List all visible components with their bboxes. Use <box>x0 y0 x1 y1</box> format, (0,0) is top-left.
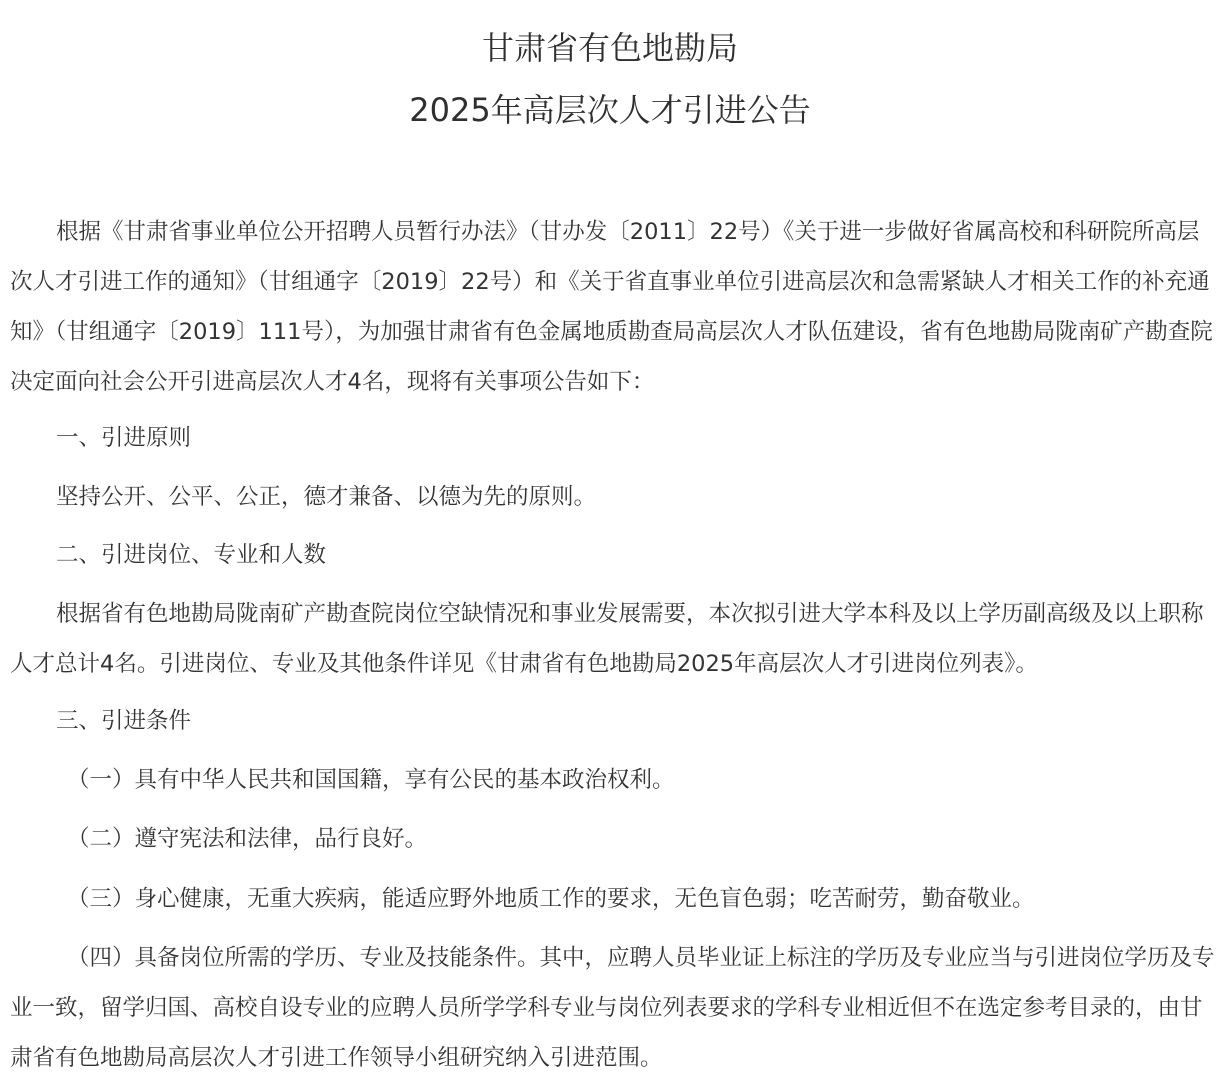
section-heading-principle: 一、引进原则 <box>56 425 192 451</box>
principle-paragraph: 坚持公开、公平、公正，德才兼备、以德为先的原则。 <box>56 484 597 510</box>
page-subtitle: 2025年高层次人才引进公告 <box>409 91 811 129</box>
section-heading-positions: 二、引进岗位、专业和人数 <box>56 542 327 568</box>
condition-item: （三）身心健康，无重大疾病，能适应野外地质工作的要求，无色盲色弱；吃苦耐劳，勤奋敬业。 <box>67 886 1035 912</box>
positions-paragraph: 根据省有色地勘局陇南矿产勘查院岗位空缺情况和事业发展需要，本次拟引进大学本科及以上学历副高级及以上职称人才总计4名。引进岗位、专业及其他条件详见《甘肃省有色地勘局2025年高层次人才引进岗位列表》。 <box>10 601 1204 677</box>
intro-paragraph: 根据《甘肃省事业单位公开招聘人员暂行办法》（甘办发〔2011〕22号）《关于进一步做好省属高校和科研院所高层次人才引进工作的通知》（甘组通字〔2019〕22号）和《关于省直事业单位引进高层次和急需紧缺人才相关工作的补充通知》（甘组通字〔2019〕111号），为加强甘肃省有色金属地质勘查局高层次人才队伍建设，省有色地勘局陇南矿产勘查院决定面向社会公开引进高层次人才4名，现将有关事项公告如下： <box>10 219 1213 395</box>
condition-item: （二）遵守宪法和法律，品行良好。 <box>67 826 428 852</box>
condition-item: （一）具有中华人民共和国国籍，享有公民的基本政治权利。 <box>67 767 675 793</box>
section-heading-conditions: 三、引进条件 <box>56 708 192 734</box>
condition-item: （四）具备岗位所需的学历、专业及技能条件。其中，应聘人员毕业证上标注的学历及专业应当与引进岗位学历及专业一致，留学归国、高校自设专业的应聘人员所学学科专业与岗位列表要求的学科专业相近但不在选定参考目录的，由甘肃省有色地勘局高层次人才引进工作领导小组研究纳入引进范围。 <box>10 945 1215 1071</box>
page-title: 甘肃省有色地勘局 <box>481 29 738 67</box>
